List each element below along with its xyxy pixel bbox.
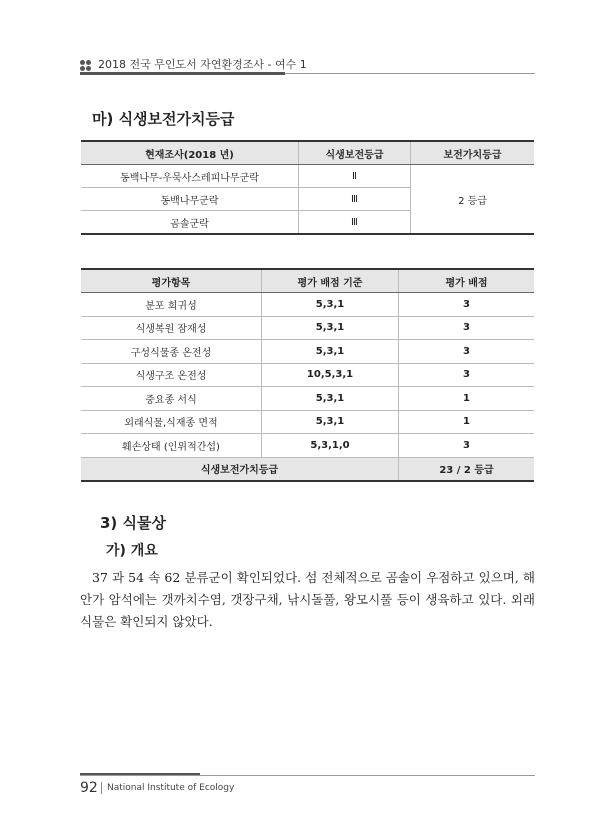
publisher-name: National Institute of Ecology (107, 783, 235, 793)
item-cell: 훼손상태 (인위적간섭) (81, 434, 262, 458)
col-header-score-criteria: 평가 배점 기준 (262, 269, 399, 293)
table-row (81, 410, 534, 434)
section-heading-vegetation-grade: 마) 식생보전가치등급 (92, 110, 235, 128)
col-header-evaluation-item: 평가항목 (81, 269, 262, 293)
header-dots-icon (80, 60, 92, 72)
header-title: 2018 전국 무인도서 자연환경조사 - 여수 1 (98, 58, 307, 71)
item-cell: 분포 희귀성 (81, 293, 262, 317)
score-cell: 3 (399, 434, 535, 458)
subsection-heading-overview: 가) 개요 (106, 543, 158, 559)
criteria-cell: 10,5,3,1 (262, 363, 399, 387)
criteria-cell: 5,3,1 (262, 293, 399, 317)
section-heading-flora: 3) 식물상 (100, 514, 166, 532)
score-cell: 3 (399, 316, 535, 340)
body-text (80, 567, 535, 633)
total-label-cell: 식생보전가치등급 (81, 457, 399, 481)
grade-cell: Ⅱ (299, 165, 411, 188)
col-header-score: 평가 배점 (399, 269, 535, 293)
total-value-cell: 23 / 2 등급 (399, 457, 535, 481)
community-cell: 곰솔군락 (81, 211, 299, 235)
item-cell: 외래식물,식재종 면적 (81, 410, 262, 434)
criteria-cell: 5,3,1,0 (262, 434, 399, 458)
footer-divider (80, 775, 535, 776)
footer-separator (101, 782, 102, 794)
criteria-cell: 5,3,1 (262, 410, 399, 434)
item-cell: 중요종 서식 (81, 387, 262, 411)
criteria-cell: 5,3,1 (262, 387, 399, 411)
col-header-value-grade: 보전가치등급 (411, 141, 535, 165)
vegetation-grade-table (81, 140, 534, 235)
item-cell: 구성식물종 온전성 (81, 340, 262, 364)
grade-cell: Ⅲ (299, 211, 411, 235)
score-cell: 3 (399, 340, 535, 364)
table-row (81, 165, 534, 188)
col-header-current-survey: 현재조사(2018 년) (81, 141, 299, 165)
score-cell: 3 (399, 363, 535, 387)
community-cell: 동백나무군락 (81, 188, 299, 211)
item-cell: 식생구조 온전성 (81, 363, 262, 387)
criteria-cell: 5,3,1 (262, 340, 399, 364)
table-row (81, 363, 534, 387)
score-cell: 3 (399, 293, 535, 317)
value-grade-cell: 2 등급 (411, 165, 535, 235)
table-row (81, 316, 534, 340)
table-header-row (81, 269, 534, 293)
table-row (81, 340, 534, 364)
overview-paragraph: 37 과 54 속 62 분류군이 확인되었다. 섬 전체적으로 곰솔이 우점하고 있으며, 해안가 암석에는 갯까치수염, 갯장구채, 낚시돌풀, 왕모시풀 등이 생육하고 있다. 외래식물은 확인되지 않았다. (80, 570, 535, 629)
table-row (81, 387, 534, 411)
community-cell: 동백나무-우묵사스레피나무군락 (81, 165, 299, 188)
evaluation-score-table (81, 268, 534, 482)
col-header-vegetation-grade: 식생보전등급 (299, 141, 411, 165)
header-accent-bar (80, 72, 285, 75)
table-row (81, 434, 534, 458)
item-cell: 식생복원 잠재성 (81, 316, 262, 340)
score-cell: 1 (399, 410, 535, 434)
page-number: 92 (80, 780, 98, 796)
grade-cell: Ⅲ (299, 188, 411, 211)
table-row (81, 293, 534, 317)
criteria-cell: 5,3,1 (262, 316, 399, 340)
score-cell: 1 (399, 387, 535, 411)
table-total-row (81, 457, 534, 481)
table-header-row (81, 141, 534, 165)
